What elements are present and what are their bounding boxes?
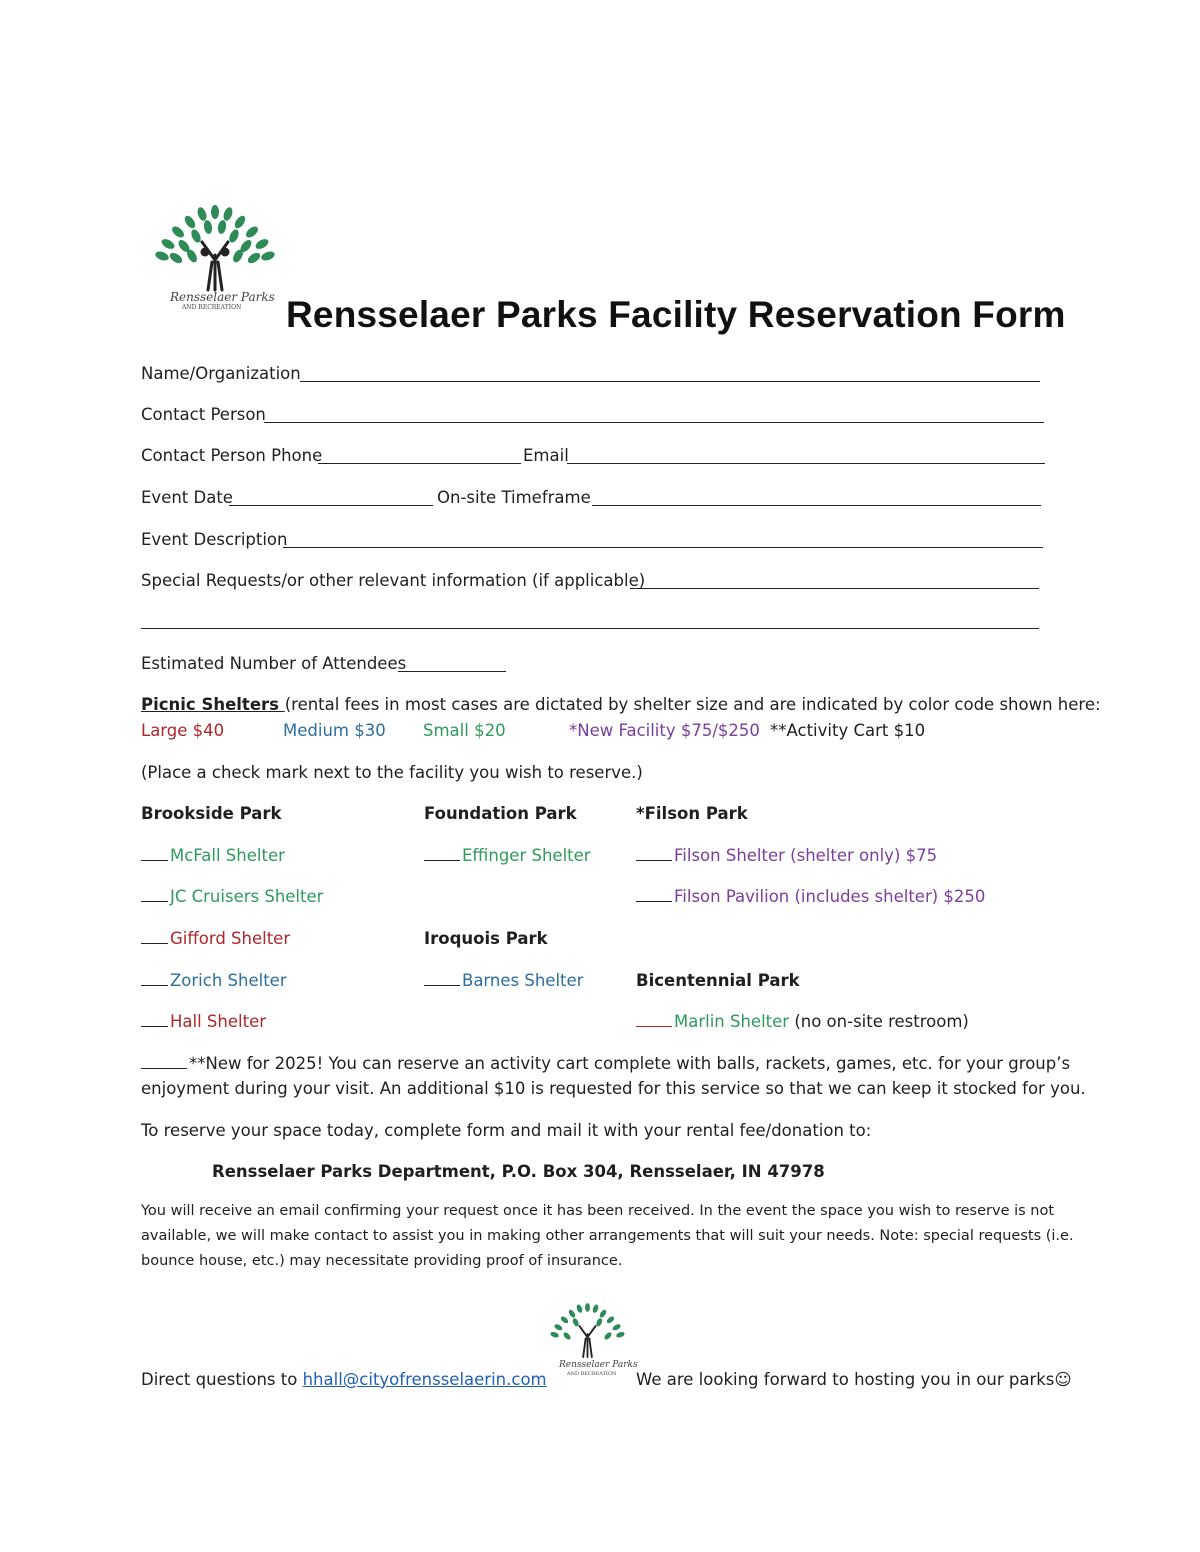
notice-line3: bounce house, etc.) may necessitate providing proof of insurance. [141,1253,623,1269]
legend-small: Small $20 [423,721,506,740]
onsite-timeframe-field[interactable] [592,505,1041,506]
effinger-shelter-label: Effinger Shelter [462,846,591,865]
checkbox-blank[interactable] [141,929,168,944]
activity-cart-checkbox[interactable] [141,1054,187,1069]
attendees-label: Estimated Number of Attendees [141,654,407,673]
tree-logo-icon [150,200,280,300]
barnes-shelter-label: Barnes Shelter [462,971,584,990]
parks-logo [150,200,280,315]
special-requests-field-line2[interactable] [141,628,1039,629]
confirmation-notice [141,1199,1074,1274]
jc-cruisers-shelter-label: JC Cruisers Shelter [170,887,324,906]
special-requests-field[interactable] [630,588,1039,589]
contact-phone-field[interactable] [318,463,521,464]
checkbox-blank[interactable] [424,971,460,986]
event-description-label: Event Description [141,530,288,549]
mcfall-shelter-label: McFall Shelter [170,846,285,865]
hall-shelter-option[interactable] [141,1012,266,1031]
hall-shelter-label: Hall Shelter [170,1012,267,1031]
checkbox-blank[interactable] [141,887,168,902]
closing-line: We are looking forward to hosting you in our parks☺ [636,1370,1072,1389]
marlin-shelter-note: (no on-site restroom) [789,1012,969,1031]
brookside-park-heading: Brookside Park [141,804,282,823]
logo-text: Rensselaer Parks [170,290,275,304]
name-org-label: Name/Organization [141,364,301,383]
contact-person-label: Contact Person [141,405,266,424]
footer-logo [545,1300,638,1380]
zorich-shelter-option[interactable] [141,971,287,990]
checkbox-blank[interactable] [424,846,460,861]
filson-shelter-option[interactable] [636,846,937,865]
checkmark-instruction: (Place a check mark next to the facility you wish to reserve.) [141,763,643,782]
checkbox-blank[interactable] [636,1012,672,1027]
activity-cart-line2: enjoyment during your visit. An additional $10 is requested for this service so that we can keep it stocked for you. [141,1079,1086,1098]
filson-park-heading: *Filson Park [636,804,748,823]
marlin-shelter-option[interactable] [636,1012,969,1031]
shelters-intro-text: (rental fees in most cases are dictated by shelter size and are indicated by color code shown here: [284,695,1101,714]
gifford-shelter-label: Gifford Shelter [170,929,291,948]
jc-cruisers-shelter-option[interactable] [141,887,323,906]
email-label: Email [523,446,569,465]
email-field[interactable] [567,463,1045,464]
legend-activity-cart: **Activity Cart $10 [770,721,926,740]
onsite-timeframe-label: On-site Timeframe [437,488,591,507]
legend-medium: Medium $30 [283,721,386,740]
gifford-shelter-option[interactable] [141,929,290,948]
notice-line2: available, we will make contact to assist you in making other arrangements that will suit your needs. Note: special requests (i.e. [141,1228,1074,1244]
mcfall-shelter-option[interactable] [141,846,285,865]
activity-cart-line1: **New for 2025! You can reserve an activity cart complete with balls, rackets, games, etc. for your group’s [189,1054,1071,1073]
event-date-label: Event Date [141,488,233,507]
checkbox-blank[interactable] [141,1012,168,1027]
tree-logo-icon [545,1300,630,1362]
marlin-shelter-label: Marlin Shelter [674,1012,790,1031]
event-description-field[interactable] [283,547,1043,548]
checkbox-blank[interactable] [141,846,168,861]
mailing-intro: To reserve your space today, complete form and mail it with your rental fee/donation to: [141,1121,872,1140]
checkbox-blank[interactable] [636,887,672,902]
footer-logo-text: Rensselaer Parks [559,1360,638,1370]
contact-phone-label: Contact Person Phone [141,446,323,465]
legend-new-facility: *New Facility $75/$250 [569,721,760,740]
barnes-shelter-option[interactable] [424,971,583,990]
attendees-field[interactable] [398,671,506,672]
questions-text: Direct questions to [141,1370,303,1389]
event-date-field[interactable] [229,505,433,506]
contact-email-link[interactable]: hhall@cityofrensselaerin.com [302,1370,547,1389]
notice-line1: You will receive an email confirming your request once it has been received. In the event the space you wish to reserve is not [141,1203,1055,1219]
shelters-intro [141,695,1101,714]
effinger-shelter-option[interactable] [424,846,591,865]
foundation-park-heading: Foundation Park [424,804,577,823]
checkbox-blank[interactable] [636,846,672,861]
filson-pavilion-label: Filson Pavilion (includes shelter) $250 [674,887,986,906]
checkbox-blank[interactable] [141,971,168,986]
mailing-address: Rensselaer Parks Department, P.O. Box 304, Rensselaer, IN 47978 [212,1162,825,1181]
name-org-field[interactable] [300,381,1040,382]
logo-subtext: AND RECREATION [182,304,242,311]
special-requests-label: Special Requests/or other relevant information (if applicable) [141,571,646,590]
filson-pavilion-option[interactable] [636,887,985,906]
filson-shelter-label: Filson Shelter (shelter only) $75 [674,846,938,865]
page-title: Rensselaer Parks Facility Reservation Form [286,294,1066,335]
footer-logo-subtext: AND RECREATION [567,1371,617,1377]
bicentennial-park-heading: Bicentennial Park [636,971,800,990]
contact-person-field[interactable] [264,422,1044,423]
iroquois-park-heading: Iroquois Park [424,929,548,948]
zorich-shelter-label: Zorich Shelter [170,971,287,990]
activity-cart-paragraph [141,1051,1086,1101]
legend-large: Large $40 [141,721,225,740]
shelters-heading: Picnic Shelters [141,695,285,714]
questions-line [141,1370,547,1389]
